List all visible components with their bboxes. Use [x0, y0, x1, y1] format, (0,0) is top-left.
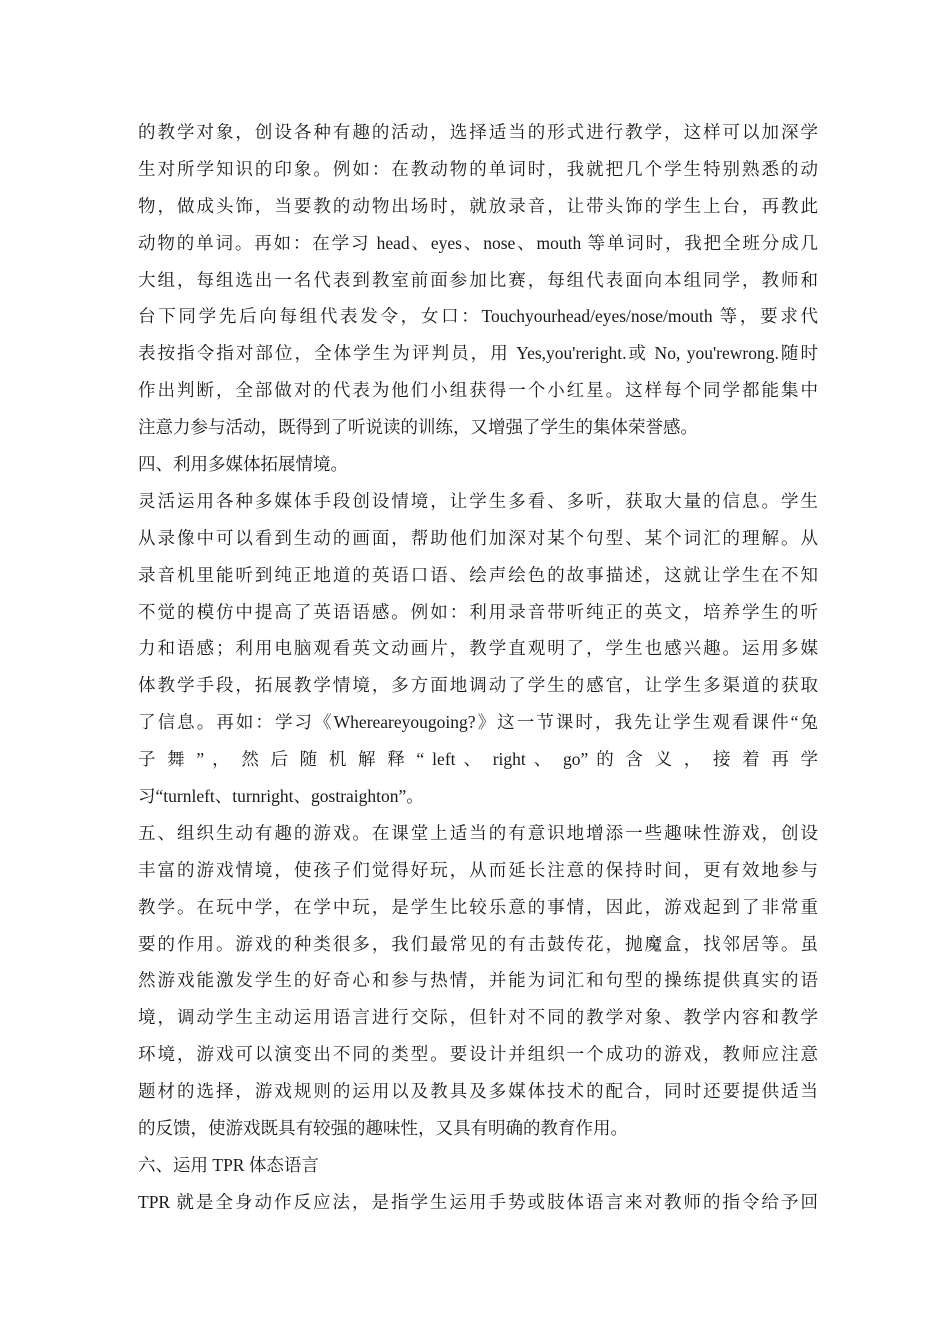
text-line: 子 舞 ” ， 然 后 随 机 解 释 “ left 、 right 、 go” 的 含 义 ， 接 着 再 学	[138, 749, 818, 770]
document-body	[138, 114, 818, 1221]
text-line: 注意力参与活动，既得到了听说读的训练，又增强了学生的集体荣誉感。	[138, 417, 698, 438]
text-line: 题材的选择，游戏规则的运用以及教具及多媒体技术的配合，同时还要提供适当	[138, 1081, 818, 1102]
text-line: 五、组织生动有趣的游戏。在课堂上适当的有意识地增添一些趣味性游戏，创设	[138, 822, 818, 843]
text-line: 然游戏能激发学生的好奇心和参与热情，并能为词汇和句型的操练提供真实的语	[138, 970, 818, 991]
text-line: 环境，游戏可以演变出不同的类型。要设计并组织一个成功的游戏，教师应注意	[138, 1044, 818, 1065]
text-line: 习“turnleft、turnright、gostraighton”。	[138, 786, 424, 807]
text-line: 从录像中可以看到生动的画面，帮助他们加深对某个句型、某个词汇的理解。从	[138, 527, 818, 548]
text-line: 要的作用。游戏的种类很多，我们最常见的有击鼓传花，抛魔盒，找邻居等。虽	[138, 933, 818, 954]
text-line: 的反馈，使游戏既具有较强的趣味性，又具有明确的教育作用。	[138, 1118, 628, 1139]
text-line: 丰富的游戏情境，使孩子们觉得好玩，从而延长注意的保持时间，更有效地参与	[138, 859, 818, 880]
text-line: 物，做成头饰，当要教的动物出场时，就放录音，让带头饰的学生上台，再教此	[138, 195, 818, 216]
text-line: 动物的单词。再如：在学习 head、eyes、nose、mouth 等单词时，我把全班分成几	[138, 232, 818, 253]
text-line: 力和语感；利用电脑观看英文动画片，教学直观明了，学生也感兴趣。运用多媒	[138, 638, 818, 659]
text-line: 生对所学知识的印象。例如：在教动物的单词时，我就把几个学生特别熟悉的动	[138, 158, 818, 179]
text-line: 不觉的模仿中提高了英语语感。例如：利用录音带听纯正的英文，培养学生的听	[138, 601, 818, 622]
text-line: 六、运用 TPR 体态语言	[138, 1154, 319, 1175]
text-line: 体教学手段，拓展教学情境，多方面地调动了学生的感官，让学生多渠道的获取	[138, 675, 818, 696]
text-line: 境，调动学生主动运用语言进行交际，但针对不同的教学对象、教学内容和教学	[138, 1007, 818, 1028]
text-line: 表按指令指对部位，全体学生为评判员，用 Yes,you'reright.或 No, you'rewrong.随时	[138, 343, 818, 364]
text-line: 台下同学先后向每组代表发令，女口：Touchyourhead/eyes/nose/mouth 等，要求代	[138, 306, 818, 327]
text-line: 四、利用多媒体拓展情境。	[138, 454, 348, 475]
text-line: 了信息。再如：学习《Whereareyougoing?》这一节课时，我先让学生观看课件“兔	[138, 712, 818, 733]
text-line: 的教学对象，创设各种有趣的活动，选择适当的形式进行教学，这样可以加深学	[138, 122, 818, 142]
text-line: 灵活运用各种多媒体手段创设情境，让学生多看、多听，获取大量的信息。学生	[138, 490, 818, 511]
text-line: TPR 就是全身动作反应法，是指学生运用手势或肢体语言来对教师的指令给予回	[138, 1191, 818, 1212]
text-line: 教学。在玩中学，在学中玩，是学生比较乐意的事情，因此，游戏起到了非常重	[138, 896, 818, 917]
text-line: 大组，每组选出一名代表到教室前面参加比赛，每组代表面向本组同学，教师和	[138, 269, 818, 290]
text-line: 录音机里能听到纯正地道的英语口语、绘声绘色的故事描述，这就让学生在不知	[138, 564, 818, 585]
text-line: 作出判断，全部做对的代表为他们小组获得一个小红星。这样每个同学都能集中	[138, 380, 818, 401]
